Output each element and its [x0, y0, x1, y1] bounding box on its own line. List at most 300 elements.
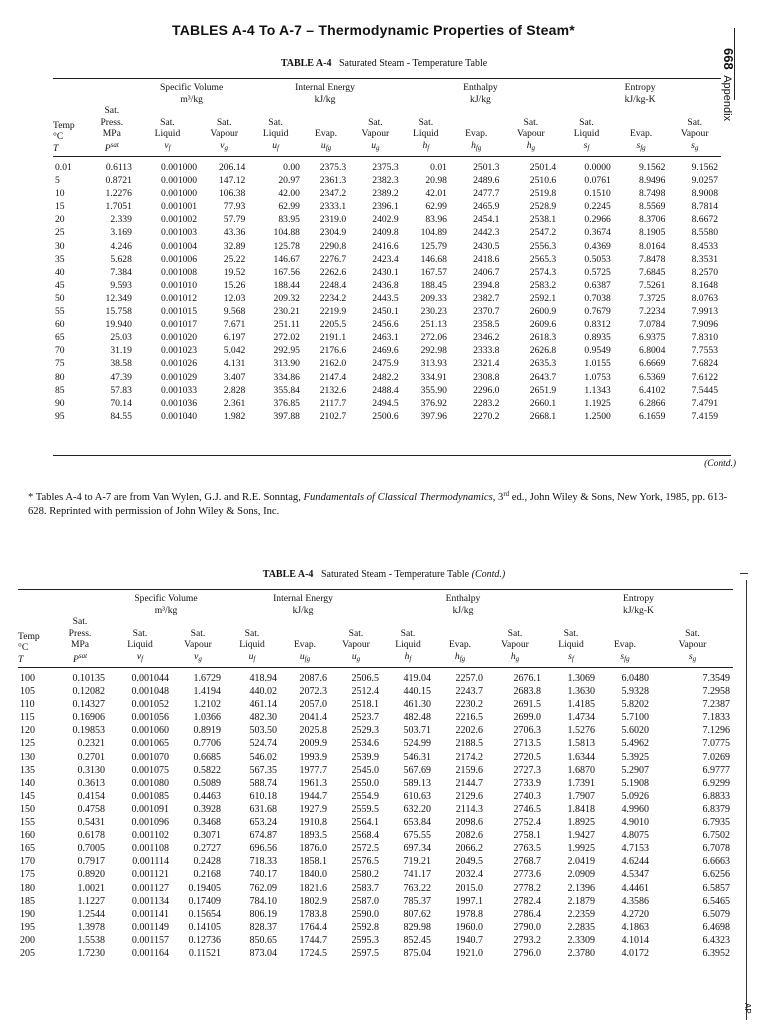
cell-vf: 0.001070	[131, 751, 169, 763]
cell-sg: 9.1562	[691, 162, 718, 173]
header-vf-subscript: f	[168, 143, 171, 152]
cell-press: 84.55	[110, 410, 132, 422]
cell-sg: 7.9913	[691, 306, 718, 318]
cell-vf: 0.001044	[131, 673, 169, 684]
header-label-row	[53, 105, 721, 157]
cell-sg: 6.9777	[702, 764, 730, 776]
header-group	[544, 590, 733, 617]
cell-hf: 272.06	[420, 332, 447, 344]
cell-temp: 170	[20, 856, 35, 868]
cell-vf: 0.001004	[161, 240, 198, 252]
cell-press: 1.1227	[77, 895, 105, 907]
cell-hfg: 2257.0	[455, 673, 483, 684]
cell-sg: 6.7502	[702, 830, 730, 842]
cell-ufg: 2041.4	[299, 712, 327, 724]
cell-hg: 2538.1	[529, 214, 557, 226]
cell-uf: 188.44	[273, 279, 300, 291]
steam-table-1	[53, 78, 721, 423]
cell-press: 0.2701	[77, 751, 105, 763]
header-uf-subscript: f	[277, 143, 279, 152]
table1-body	[53, 157, 721, 423]
cell-vg: 77.93	[223, 201, 246, 213]
table1-caption-text: Saturated Steam - Temperature Table	[338, 58, 488, 69]
cell-sf: 1.0753	[584, 371, 611, 383]
header-press-line: Press.	[68, 627, 92, 639]
table-row	[18, 790, 733, 803]
cell-sf: 0.8312	[584, 319, 611, 331]
cell-temp: 90	[55, 397, 65, 409]
cell-uf: 418.94	[249, 673, 277, 684]
cell-vg: 106.38	[218, 188, 246, 200]
table1-header	[53, 79, 721, 157]
cell-temp: 145	[20, 790, 35, 802]
cell-uf: 62.99	[278, 201, 300, 213]
cell-temp: 155	[20, 817, 35, 829]
cell-ufg: 2347.2	[319, 188, 347, 200]
cell-sfg: 5.1908	[621, 777, 649, 789]
cell-hg: 2643.7	[529, 371, 557, 383]
cell-vf: 0.001033	[161, 384, 198, 396]
cell-ufg: 1783.8	[299, 908, 327, 920]
header-uf-letter: u	[248, 650, 254, 662]
cell-ufg: 1802.9	[299, 895, 327, 907]
cell-temp: 20	[55, 214, 65, 226]
header-sf-line: Sat.	[579, 116, 594, 128]
cell-ufg: 1910.8	[299, 817, 327, 829]
cell-ufg: 2234.2	[319, 292, 347, 304]
header-sfg-line: Evap.	[613, 639, 637, 650]
cell-temp: 175	[20, 869, 35, 881]
page-number: 668	[721, 48, 736, 70]
cell-sg: 7.4159	[691, 410, 718, 422]
header-cell-hfg	[450, 105, 503, 157]
header-vg-symbol	[200, 140, 248, 155]
cell-vf: 0.001000	[161, 162, 198, 173]
cell-sf: 0.1510	[584, 188, 611, 200]
header-group-title: Enthalpy	[445, 593, 481, 604]
cell-ug: 2529.3	[351, 725, 379, 737]
cell-vg: 1.6729	[193, 673, 221, 684]
cell-hf: 440.15	[403, 686, 431, 698]
cell-vg: 0.2428	[193, 856, 221, 868]
header-cell-uf	[248, 105, 303, 157]
cell-temp: 100	[20, 673, 35, 684]
cell-sf: 1.1343	[584, 384, 611, 396]
header-ug-symbol	[349, 140, 402, 155]
cell-temp: 165	[20, 843, 35, 855]
cell-press: 19.940	[105, 319, 132, 331]
header-cell-hg	[486, 616, 544, 668]
cell-sfg: 8.5569	[639, 201, 666, 213]
cell-hf: 852.45	[403, 934, 431, 946]
cell-vg: 0.14105	[188, 921, 221, 933]
table-row	[18, 803, 733, 816]
cell-press: 1.2276	[105, 188, 132, 200]
cell-vf: 0.001060	[131, 725, 169, 737]
cell-press: 38.58	[110, 358, 132, 370]
cell-sfg: 6.2866	[639, 397, 666, 409]
header-cell-press	[89, 105, 135, 157]
cell-ug: 2539.9	[351, 751, 379, 763]
cell-hg: 2660.1	[529, 397, 557, 409]
cell-hfg: 2216.5	[455, 712, 483, 724]
cell-sg: 7.0775	[702, 738, 730, 750]
cell-sf: 1.9925	[567, 843, 595, 855]
header-hfg-subscript: fg	[459, 654, 466, 663]
cell-uf: 740.17	[249, 869, 277, 881]
header-vf-symbol	[135, 140, 200, 155]
header-group-title: Internal Energy	[295, 82, 355, 93]
cell-ufg: 2162.0	[319, 358, 347, 370]
header-hg-line: Vapour	[516, 128, 545, 139]
header-ug-symbol	[330, 651, 382, 666]
cell-uf: 42.00	[278, 188, 300, 200]
header-ug-line: Sat.	[368, 116, 383, 128]
header-vg-subscript: g	[224, 143, 229, 152]
cell-sf: 0.0000	[584, 162, 611, 173]
cell-sfg: 8.0164	[639, 240, 666, 252]
header-sf-letter: s	[583, 139, 588, 151]
cell-ug: 2564.1	[351, 817, 379, 829]
header-sf-symbol	[559, 140, 614, 155]
header-press-line: Sat.	[72, 616, 88, 627]
cell-ufg: 2333.1	[319, 201, 347, 213]
cell-vg: 4.131	[223, 358, 246, 370]
cell-hf: 188.45	[420, 279, 447, 291]
cell-vg: 0.11521	[188, 947, 221, 959]
header-cell-temp	[53, 105, 89, 157]
cell-press: 0.4154	[77, 790, 105, 802]
header-vg-letter: v	[220, 139, 225, 151]
cell-sfg: 4.1014	[621, 934, 649, 946]
cell-hfg: 2477.7	[473, 188, 500, 200]
header-press-line: MPa	[70, 639, 90, 650]
cell-vg: 147.12	[218, 175, 246, 187]
cell-sf: 1.3069	[567, 673, 595, 684]
cell-press: 0.12082	[72, 686, 105, 698]
cell-press: 0.8920	[77, 869, 105, 881]
cell-sg: 7.2958	[702, 686, 730, 698]
cell-temp: 65	[55, 332, 65, 344]
cell-temp: 15	[55, 201, 65, 213]
cell-uf: 696.56	[249, 843, 277, 855]
header-cell-vf	[135, 105, 200, 157]
cell-hg: 2510.6	[529, 175, 557, 187]
header-group-title: Enthalpy	[463, 82, 498, 93]
cell-uf: 167.56	[273, 266, 300, 278]
cell-vg: 0.2168	[193, 869, 221, 881]
cell-ufg: 2248.4	[319, 279, 347, 291]
header-hf-symbol	[382, 651, 434, 666]
footnote-edition-sup: rd	[503, 490, 510, 498]
header-cell-temp	[18, 616, 52, 668]
cell-sfg: 4.1863	[621, 921, 649, 933]
cell-sfg: 6.5369	[639, 371, 666, 383]
cell-vg: 1.4194	[193, 686, 221, 698]
cell-temp: 50	[55, 292, 65, 304]
cell-vf: 0.001001	[161, 201, 198, 213]
footnote-book-title: Fundamentals of Classical Thermodynamics	[303, 492, 493, 503]
cell-sg: 6.6256	[702, 869, 730, 881]
cell-sg: 6.4698	[702, 921, 730, 933]
cell-ug: 2583.7	[351, 882, 379, 894]
cell-vf: 0.001023	[161, 345, 198, 357]
cell-sfg: 9.1562	[639, 162, 666, 173]
cell-sfg: 6.1659	[639, 410, 666, 422]
cell-vg: 0.3928	[193, 803, 221, 815]
header-hg-letter: h	[526, 139, 532, 151]
cell-uf: 631.68	[249, 803, 277, 815]
cell-uf: 567.35	[249, 764, 277, 776]
header-cell-sf	[544, 616, 598, 668]
header-sg-line: Vapour	[678, 639, 707, 650]
cell-vf: 0.001164	[131, 947, 169, 959]
cell-hg: 2720.5	[513, 751, 541, 763]
header-group-title: Specific Volume	[134, 593, 198, 604]
table-row	[53, 331, 721, 344]
cell-hf: 146.68	[420, 253, 447, 265]
header-press-symbol	[52, 651, 108, 666]
cell-hf: 589.13	[403, 777, 431, 789]
header-group-title: Entropy	[623, 593, 654, 604]
cell-press: 0.19853	[72, 725, 105, 737]
cell-vg: 43.36	[223, 227, 246, 239]
table1-caption-label: TABLE A-4	[280, 58, 332, 69]
cell-hfg: 2454.1	[473, 214, 500, 226]
header-uf-line: Sat.	[268, 116, 283, 128]
cell-vg: 2.361	[223, 397, 246, 409]
cell-ug: 2506.5	[351, 673, 379, 684]
cell-hfg: 1978.8	[455, 908, 483, 920]
cell-press: 25.03	[110, 332, 132, 344]
cell-hg: 2528.9	[529, 201, 557, 213]
cell-hg: 2740.3	[513, 790, 541, 802]
cell-hfg: 2230.2	[455, 699, 483, 711]
cell-ug: 2396.1	[372, 201, 399, 213]
cell-uf: 104.88	[273, 227, 300, 239]
cell-hg: 2501.4	[529, 162, 557, 173]
cell-press: 47.39	[110, 371, 132, 383]
cell-sfg: 5.7100	[621, 712, 649, 724]
cell-ug: 2375.3	[372, 162, 399, 173]
cell-vg: 0.2727	[193, 843, 221, 855]
cell-sf: 2.1396	[567, 882, 595, 894]
cell-sfg: 8.9496	[639, 175, 666, 187]
cell-sfg: 6.0480	[621, 673, 649, 684]
cell-sg: 7.7553	[691, 345, 718, 357]
cell-ug: 2389.2	[372, 188, 399, 200]
cell-ufg: 1977.7	[299, 764, 327, 776]
cell-ufg: 2057.0	[299, 699, 327, 711]
cell-temp: 60	[55, 319, 65, 331]
header-hg-subscript: g	[515, 654, 520, 663]
cell-press: 0.8721	[105, 175, 132, 187]
cell-hg: 2706.3	[513, 725, 541, 737]
cell-sg: 6.9299	[702, 777, 730, 789]
cell-press: 1.0021	[77, 882, 105, 894]
cell-press: 0.4758	[77, 803, 105, 815]
cell-hf: 209.33	[420, 292, 447, 304]
cell-temp: 130	[20, 751, 35, 763]
cell-temp: 75	[55, 358, 65, 370]
cell-ug: 2409.8	[372, 227, 399, 239]
cell-vf: 0.001149	[131, 921, 169, 933]
cell-uf: 125.78	[273, 240, 300, 252]
cell-hf: 482.48	[403, 712, 431, 724]
cell-hfg: 2406.7	[473, 266, 500, 278]
cell-uf: 588.74	[249, 777, 277, 789]
cell-hfg: 2418.6	[473, 253, 500, 265]
header-sg-symbol	[652, 651, 733, 666]
header-cell-ufg	[303, 105, 349, 157]
header-hg-line: Sat.	[523, 116, 539, 128]
cell-hfg: 2188.5	[455, 738, 483, 750]
cell-hg: 2786.4	[513, 908, 541, 920]
table-row	[18, 882, 733, 895]
cell-ufg: 1893.5	[299, 830, 327, 842]
table-row	[18, 868, 733, 881]
cell-sg: 6.6663	[702, 856, 730, 868]
header-sf-line: Sat.	[563, 627, 579, 639]
cell-uf: 482.30	[249, 712, 277, 724]
table-row	[53, 384, 721, 397]
header-group-unit: m³/kg	[154, 604, 178, 616]
cell-uf: 610.18	[249, 790, 277, 802]
header-vg-line: Vapour	[210, 128, 239, 139]
header-hfg-line: Evap.	[465, 128, 488, 139]
header-hf-line: Sat.	[418, 116, 434, 128]
cell-hf: 546.31	[403, 751, 431, 763]
cell-uf: 397.88	[273, 410, 300, 422]
cell-sfg: 4.3586	[621, 895, 649, 907]
cell-hf: 104.89	[420, 227, 447, 239]
cell-hg: 2752.4	[513, 817, 541, 829]
cell-hg: 2583.2	[529, 279, 557, 291]
cell-press: 0.7917	[77, 856, 105, 868]
cell-uf: 784.10	[249, 895, 277, 907]
cell-press: 31.19	[110, 345, 132, 357]
cell-hg: 2763.5	[513, 843, 541, 855]
cell-hf: 697.34	[403, 843, 431, 855]
cell-hg: 2727.3	[513, 764, 541, 776]
header-cell-uf	[224, 616, 280, 668]
cell-ufg: 1821.6	[299, 882, 327, 894]
header-group-title: Specific Volume	[159, 82, 224, 93]
header-group-unit: kJ/kg-K	[623, 604, 654, 616]
table-row	[53, 344, 721, 357]
cell-ufg: 1858.1	[299, 856, 327, 868]
cell-sfg: 4.9010	[621, 817, 649, 829]
cell-temp: 5	[55, 175, 60, 187]
cell-temp: 190	[20, 908, 35, 920]
cell-hfg: 2066.2	[455, 843, 483, 855]
cell-temp: 35	[55, 253, 65, 265]
cell-sfg: 4.6244	[621, 856, 649, 868]
cell-press: 2.339	[110, 214, 132, 226]
header-group-title: Internal Energy	[273, 593, 333, 604]
cell-sfg: 4.2720	[621, 908, 649, 920]
cell-hfg: 2032.4	[455, 869, 483, 881]
cell-sfg: 7.8478	[639, 253, 666, 265]
cell-press: 5.628	[110, 253, 132, 265]
header-sg-subscript: g	[692, 654, 697, 663]
header-cell-vg	[200, 105, 248, 157]
cell-uf: 20.97	[278, 175, 300, 187]
cell-vg: 1.2102	[193, 699, 221, 711]
header-temp-line: °C	[53, 131, 64, 142]
cell-hg: 2746.5	[513, 803, 541, 815]
cell-vf: 0.001003	[161, 227, 198, 239]
cell-ug: 2382.3	[372, 175, 399, 187]
cell-hfg: 2370.7	[473, 306, 500, 318]
header-sg-line: Vapour	[680, 128, 709, 139]
header-hf-subscript: f	[427, 143, 430, 152]
header-vg-letter: v	[194, 650, 199, 662]
cell-vg: 1.0366	[193, 712, 221, 724]
header-group-unit: kJ/kg	[292, 604, 314, 616]
cell-sg: 6.7935	[702, 817, 730, 829]
cell-sf: 1.6870	[567, 764, 595, 776]
cell-temp: 40	[55, 266, 65, 278]
cell-hfg: 2430.5	[473, 240, 500, 252]
cell-uf: 334.86	[273, 371, 300, 383]
header-group	[559, 79, 721, 106]
cell-uf: 653.24	[249, 817, 277, 829]
header-cell-sg	[668, 105, 721, 157]
cell-vf: 0.001008	[161, 266, 198, 278]
header-press-line: Press.	[100, 116, 124, 128]
cell-hg: 2793.2	[513, 934, 541, 946]
cell-sg: 7.1833	[702, 712, 730, 724]
table-row	[18, 908, 733, 921]
header-temp-line: T	[18, 653, 24, 665]
header-cell-sf	[559, 105, 614, 157]
footnote	[28, 487, 728, 519]
cell-uf: 461.14	[249, 699, 277, 711]
cell-temp: 95	[55, 410, 65, 422]
cell-press: 0.5431	[77, 817, 105, 829]
cell-hf: 419.04	[403, 673, 431, 684]
table-row	[18, 685, 733, 698]
cell-sg: 6.7078	[702, 843, 730, 855]
cell-uf: 376.85	[273, 397, 300, 409]
cell-vf: 0.001020	[161, 332, 198, 344]
cell-sfg: 5.0926	[621, 790, 649, 802]
edge-rule	[746, 580, 747, 1020]
header-cell-sg	[652, 616, 733, 668]
header-ug-letter: u	[371, 139, 377, 151]
header-group-unit: kJ/kg	[314, 93, 336, 105]
cell-press: 1.5538	[77, 934, 105, 946]
cell-sfg: 5.2907	[621, 764, 649, 776]
cell-uf: 292.95	[273, 345, 300, 357]
cell-sf: 0.5053	[584, 253, 611, 265]
cell-sg: 7.6824	[691, 358, 718, 370]
cell-temp: 105	[20, 686, 35, 698]
cell-uf: 355.84	[273, 384, 300, 396]
table-row	[53, 240, 721, 253]
cell-sg: 7.2387	[702, 699, 730, 711]
cell-uf: 0.00	[283, 162, 300, 173]
cell-ufg: 2025.8	[299, 725, 327, 737]
table-row	[18, 855, 733, 868]
header-group-unit: kJ/kg-K	[624, 93, 656, 105]
cell-ufg: 1744.7	[299, 934, 327, 946]
header-group-row	[18, 590, 733, 617]
header-group-row	[53, 79, 721, 106]
cell-vf: 0.001006	[161, 253, 198, 265]
cell-vf: 0.001026	[161, 358, 198, 370]
